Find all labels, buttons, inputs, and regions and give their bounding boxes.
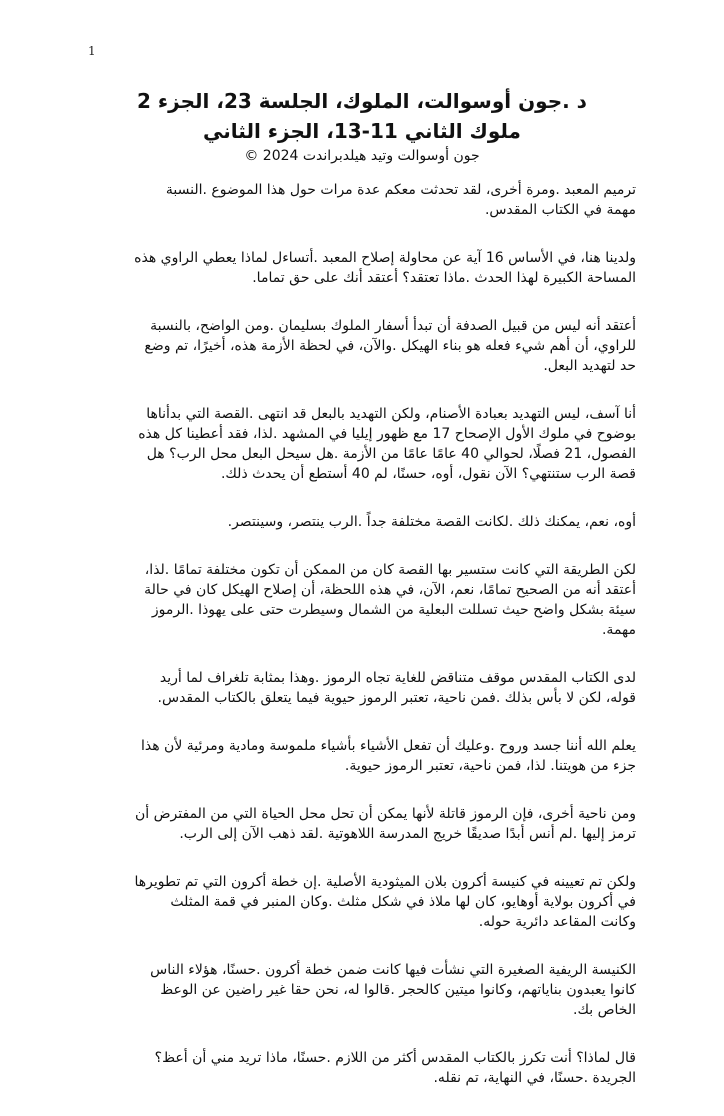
paragraph: يعلم الله أننا جسد وروح .وعليك أن تفعل الأشياء بأشياء ملموسة ومادية ومرئية لأن هذا جزء من هويتنا. لذا، فمن ناحية، تعتبر الرموز حيوية.	[140, 738, 636, 774]
copyright-line: جون أوسوالت وتيد هيلدبراندت 2024 ©	[244, 148, 480, 164]
paragraph: لدى الكتاب المقدس موقف متناقض للغاية تجاه الرموز .وهذا بمثابة تلغراف لما أريد قوله، لكن لا بأس بذلك .فمن ناحية، تعتبر الرموز حيوية فيما يتعلق بالكتاب المقدس.	[157, 670, 636, 706]
paragraph: لكن الطريقة التي كانت ستسير بها القصة كان من الممكن أن تكون مختلفة تمامًا .لذا، أعتقد أنه من الصحيح تمامًا، نعم، الآن، في هذه اللحظة، أن إصلاح الهيكل كان في حالة سيئة بشكل واضح حيث تسللت البعلية من الشمال وسيطرت حتى على يهوذا .الرموز مهمة.	[144, 562, 636, 638]
paragraph: الكنيسة الريفية الصغيرة التي نشأت فيها كانت ضمن خطة أكرون .حسنًا، هؤلاء الناس كانوا يعبدون بناياتهم، وكانوا ميتين كالحجر .قالوا له، نحن حقا غير راضين عن الوعظ الخاص بك.	[150, 962, 636, 1018]
document-body	[132, 180, 636, 1116]
title-line-2: ملوك الثاني 11-13، الجزء الثاني	[203, 119, 521, 143]
paragraph: ولدينا هنا، في الأساس 16 آية عن محاولة إصلاح المعبد .أتساءل لماذا يعطي الراوي هذه المساحة الكبيرة لهذا الحدث .ماذا تعتقد؟ أعتقد أنك على حق تماما.	[134, 250, 636, 286]
title-line-1: د .جون أوسوالت، الملوك، الجلسة 23، الجزء 2	[137, 89, 587, 113]
paragraph: ومن ناحية أخرى، فإن الرموز قاتلة لأنها يمكن أن تحل محل الحياة التي من المفترض أن ترمز إليها .لم أنس أبدًا صديقًا خريج المدرسة اللاهوتية .لقد ذهب الآن إلى الرب.	[135, 806, 636, 842]
paragraph: قال لماذا؟ أنت تكرز بالكتاب المقدس أكثر من اللازم .حسنًا، ماذا تريد مني أن أعظ؟ الجريدة .حسنًا، في النهاية، تم نقله.	[154, 1050, 636, 1086]
paragraph: أعتقد أنه ليس من قبيل الصدفة أن تبدأ أسفار الملوك بسليمان .ومن الواضح، بالنسبة للراوي، أن أهم شيء فعله هو بناء الهيكل .والآن، في لحظة الأزمة هذه، أخيرًا، تم وضع حد لتهديد البعل.	[144, 318, 636, 374]
paragraph: أوه، نعم، يمكنك ذلك .لكانت القصة مختلفة جداً .الرب ينتصر، وسينتصر.	[227, 514, 636, 530]
document-header	[100, 86, 624, 165]
paragraph: ولكن تم تعيينه في كنيسة أكرون بلان الميثودية الأصلية .إن خطة أكرون التي تم تطويرها في أكرون بولاية أوهايو، كان لها ملاذ في شكل مثلث .وكان المنبر في قمة المثلث وكانت المقاعد دائرية حوله.	[134, 874, 636, 930]
paragraph: ترميم المعبد .ومرة أخرى، لقد تحدثت معكم عدة مرات حول هذا الموضوع .النسبة مهمة في الكتاب المقدس.	[165, 182, 636, 218]
page-number: 1	[88, 44, 96, 58]
paragraph: أنا آسف، ليس التهديد بعبادة الأصنام، ولكن التهديد بالبعل قد انتهى .القصة التي بدأناها بوضوح في ملوك الأول الإصحاح 17 مع ظهور إيليا في المشهد .لذا، فقد أعطينا كل هذه الفصول، 21 فصلًا، لحوالي 40 عامًا عامًا من الأزمة .هل سيحل البعل محل الرب؟ هل قصة الرب ستنتهي؟ الآن نقول، أوه، حسنًا، لم 40 أستطع أن يحدث ذلك.	[138, 406, 636, 482]
